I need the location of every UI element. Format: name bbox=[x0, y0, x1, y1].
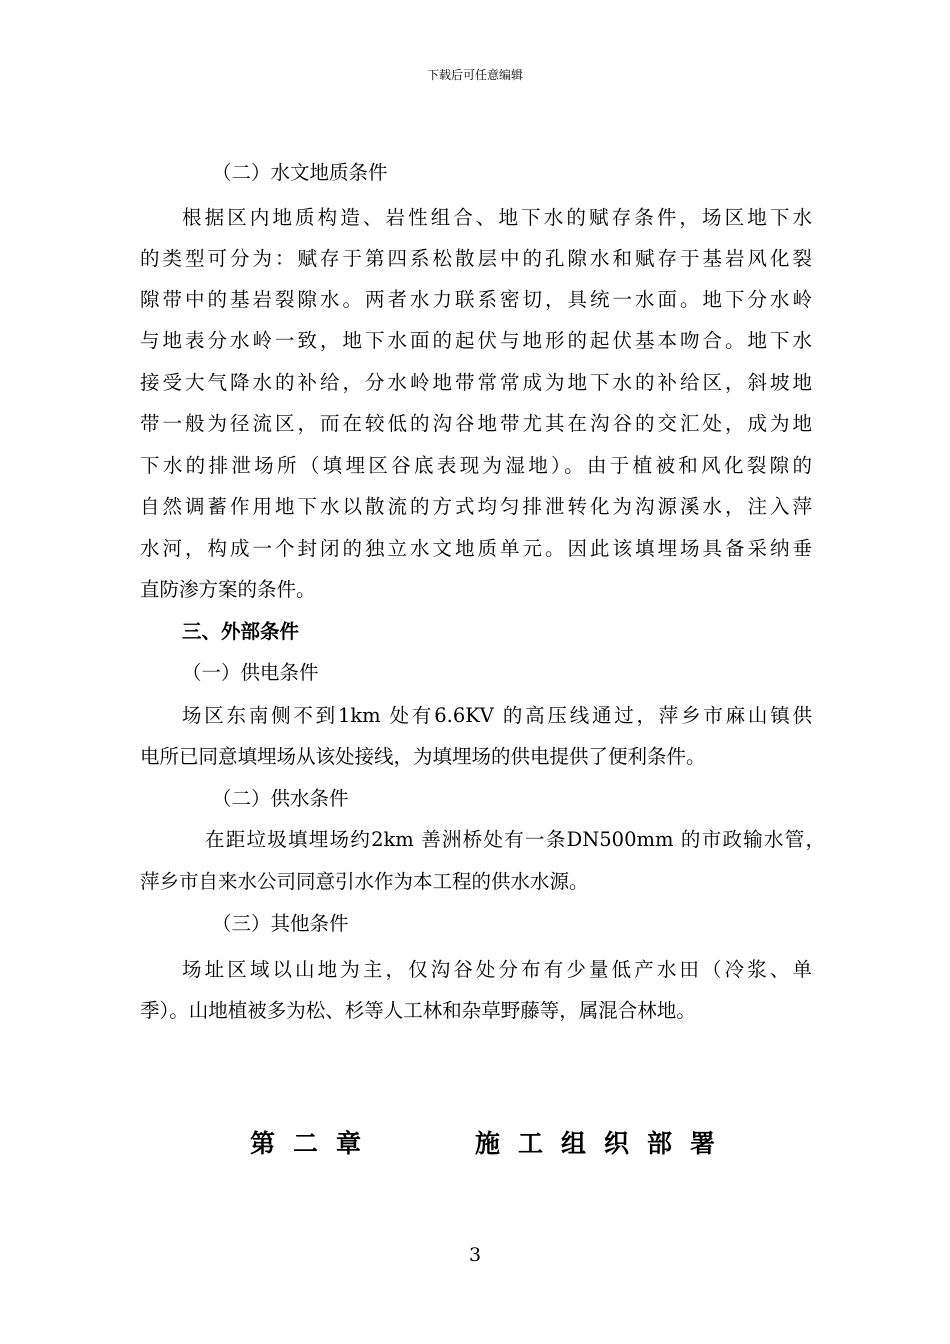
paragraph-line: 隙带中的基岩裂隙水。两者水力联系密切，具统一水面。地下分水岭 bbox=[140, 288, 812, 311]
section-heading-hydrogeology: （二）水文地质条件 bbox=[212, 161, 388, 184]
paragraph-line: 直防渗方案的条件。 bbox=[140, 578, 316, 601]
chapter-number: 第二章 bbox=[250, 1129, 380, 1158]
chapter-title: 施工组织部署 bbox=[475, 1129, 734, 1158]
paragraph-line: 场区东南侧不到1km 处有6.6KV 的高压线通过，萍乡市麻山镇供 bbox=[182, 704, 812, 727]
paragraph-line: 的类型可分为：赋存于第四系松散层中的孔隙水和赋存于基岩风化裂 bbox=[140, 247, 812, 270]
paragraph-line: 在距垃圾填埋场约2km 善洲桥处有一条DN500mm 的市政输水管， bbox=[205, 828, 825, 851]
subsection-heading-other: （三）其他条件 bbox=[212, 912, 349, 935]
paragraph-line: 自然调蓄作用地下水以散流的方式均匀排泄转化为沟源溪水，注入萍 bbox=[140, 495, 812, 518]
paragraph-line: 接受大气降水的补给，分水岭地带常常成为地下水的补给区，斜坡地 bbox=[140, 371, 812, 394]
paragraph-line: 与地表分水岭一致，地下水面的起伏与地形的起伏基本吻合。地下水 bbox=[140, 329, 812, 352]
subsection-heading-water: （二）供水条件 bbox=[212, 787, 349, 810]
paragraph-line: 萍乡市自来水公司同意引水作为本工程的供水水源。 bbox=[140, 870, 589, 893]
paragraph-line: 场址区域以山地为主，仅沟谷处分布有少量低产水田（冷浆、单 bbox=[182, 958, 812, 981]
section-heading-external-conditions: 三、外部条件 bbox=[182, 620, 300, 643]
subsection-heading-power: （一）供电条件 bbox=[182, 661, 319, 684]
paragraph-line: 下水的排泄场所（填埋区谷底表现为湿地）。由于植被和风化裂隙的 bbox=[140, 454, 812, 477]
paragraph-line: 电所已同意填埋场从该处接线，为填埋场的供电提供了便利条件。 bbox=[140, 745, 706, 768]
page-number: 3 bbox=[468, 1244, 482, 1266]
paragraph-line: 根据区内地质构造、岩性组合、地下水的赋存条件，场区地下水 bbox=[182, 206, 812, 229]
paragraph-line: 季）。山地植被多为松、杉等人工林和杂草野藤等，属混合林地。 bbox=[140, 999, 696, 1022]
paragraph-line: 带一般为径流区，而在较低的沟谷地带尤其在沟谷的交汇处，成为地 bbox=[140, 412, 812, 435]
paragraph-line: 水河，构成一个封闭的独立水文地质单元。因此该填埋场具备采纳垂 bbox=[140, 537, 812, 560]
page-header: 下载后可任意编辑 bbox=[426, 68, 523, 82]
